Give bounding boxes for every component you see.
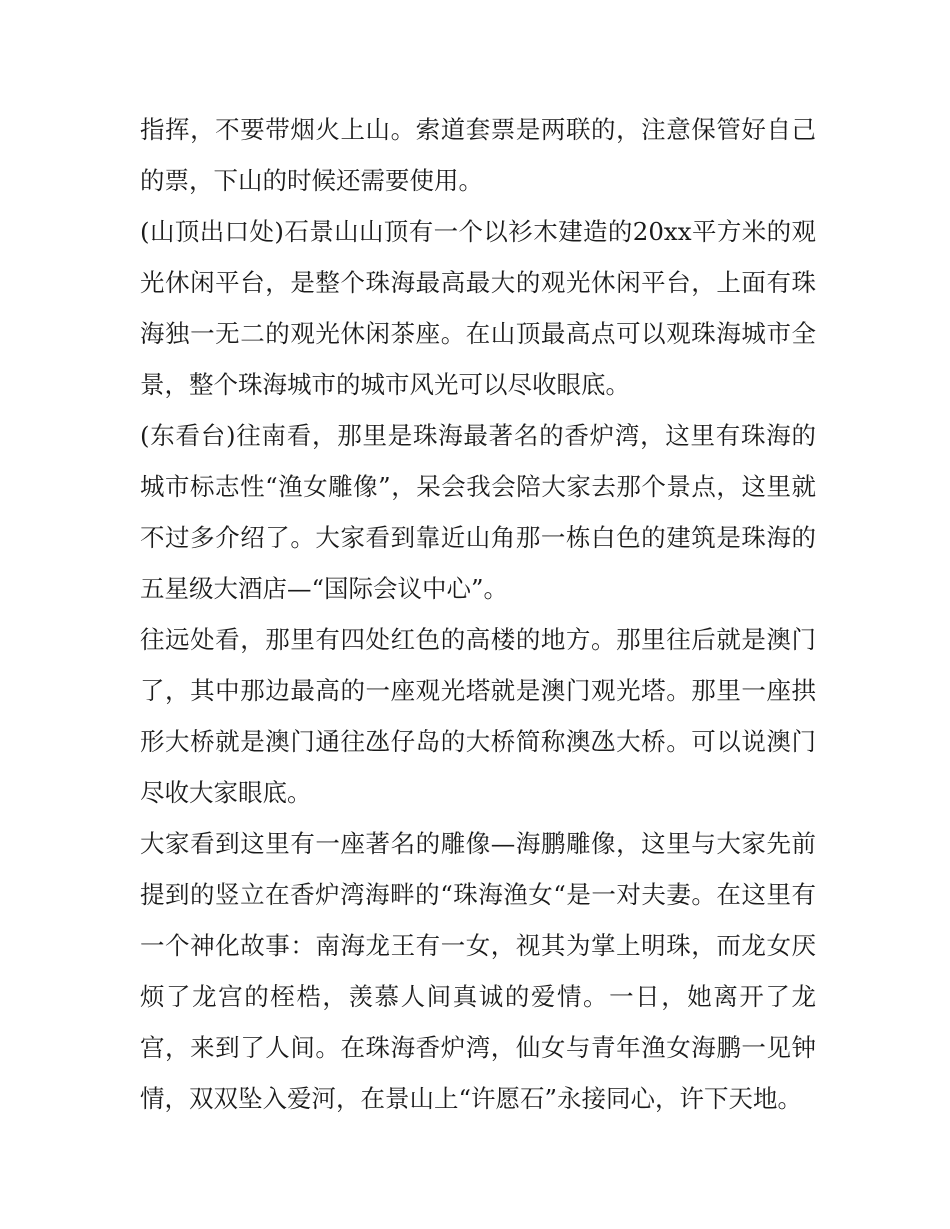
paragraph-haipeng-statue: 大家看到这里有一座著名的雕像—海鹏雕像，这里与大家先前提到的竖立在香炉湾海畔的“珠海渔女“是一对夫妻。在这里有一个神化故事：南海龙王有一女，视其为掌上明珠，而龙女厌烦了龙宫的桎梏，羡慕人间真诚的爱情。一日，她离开了龙宫，来到了人间。在珠海香炉湾，仙女与青年渔女海鹏一见钟情，双双坠入爱河，在景山上“许愿石”永接同心，许下天地。 [140, 829, 816, 1113]
paragraph-macau-view: 往远处看，那里有四处红色的高楼的地方。那里往后就是澳门了，其中那边最高的一座观光塔就是澳门观光塔。那里一座拱形大桥就是澳门通往氹仔岛的大桥简称澳氹大桥。可以说澳门尽收大家眼底。 [140, 625, 816, 807]
paragraph-east-viewing-deck: (东看台)往南看，那里是珠海最著名的香炉湾，这里有珠海的城市标志性“渔女雕像”，呆会我会陪大家去那个景点，这里就不过多介绍了。大家看到靠近山角那一栋白色的建筑是珠海的五星级大酒店—“国际会议中心”。 [140, 421, 816, 603]
paragraph-summit-platform: (山顶出口处)石景山山顶有一个以衫木建造的20xx平方米的观光休闲平台，是整个珠海最高最大的观光休闲平台，上面有珠海独一无二的观光休闲茶座。在山顶最高点可以观珠海城市全景，整个珠海城市的城市风光可以尽收眼底。 [140, 217, 816, 399]
document-body [140, 104, 816, 1124]
paragraph-ticket-notice: 指挥，不要带烟火上山。索道套票是两联的，注意保管好自己的票，下山的时候还需要使用。 [140, 115, 816, 195]
